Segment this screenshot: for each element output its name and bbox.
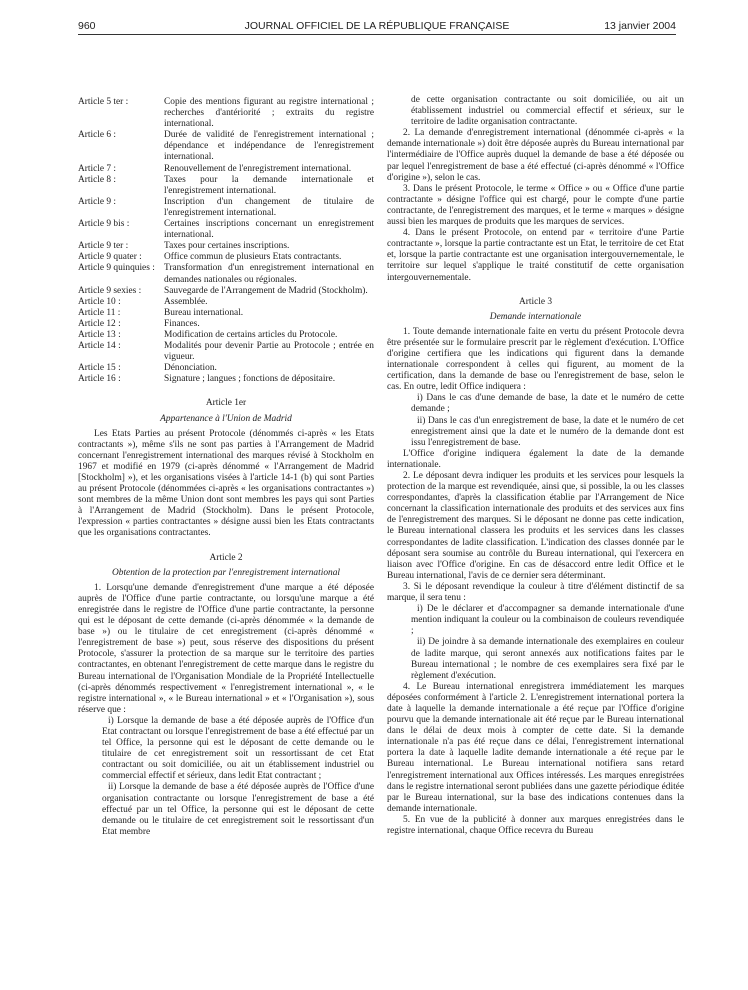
right-column	[387, 95, 684, 837]
toc-article-title: Inscription d'un changement de titulaire de l'enregistrement international.	[164, 196, 374, 218]
article-2-paragraph-2: 2. La demande d'enregistrement international (dénommée ci-après « la demande internationale ») doit être déposée auprès du Bureau international par l'intermédiaire de l'Office auprès duquel la demande de base a été déposée ou par lequel l'enregistrement de base a été effectué (ci-après dénommé « l'Office d'origine »), selon le cas.	[387, 128, 684, 183]
article-3-paragraph-4: 4. Le Bureau international enregistrera immédiatement les marques déposées conformément à l'article 2. L'enregistrement international portera la date à laquelle la demande internationale a été reçue par l'Office d'origine pourvu que la demande internationale ait été reçue par le Bureau international dans le délai de deux mois à compter de cette date. Si la demande internationale n'a pas été reçue dans ce délai, l'enregistrement international portera la date à laquelle ladite demande internationale a été reçue par le Bureau international. Le Bureau international notifiera sans retard l'enregistrement international aux Offices intéressés. Les marques enregistrées dans le registre international seront publiées dans une gazette périodique éditée par le Bureau international, sur la base des indications contenues dans la demande internationale.	[387, 681, 684, 814]
toc-article-label: Article 11 :	[78, 307, 121, 318]
article-2-item-ii: ii) Lorsque la demande de base a été déposée auprès de l'Office d'une organisation contractante ou lorsque l'enregistrement de base a été effectué par un tel Office, la personne qui est le déposant de cette demande ou le titulaire de cet enregistrement soit le ressortissant d'un Etat membre	[102, 782, 374, 837]
toc-row	[78, 341, 374, 363]
article-3-subtitle: Demande internationale	[489, 311, 582, 322]
toc-article-title: Dénonciation.	[164, 363, 217, 374]
article-2-paragraph-4: 4. Dans le présent Protocole, on entend par « territoire d'une Partie contractante », lorsque la partie contractante est un Etat, le territoire de cet Etat et, lorsque la partie contractante est une organisation intergouvernementale, le territoire sur lequel s'applique le traité constitutif de cette organisation intergouvernementale.	[387, 228, 684, 283]
toc-row	[78, 308, 374, 319]
toc-article-label: Article 15 :	[78, 363, 121, 374]
article-2-subtitle: Obtention de la protection par l'enregistrement international	[111, 567, 340, 578]
toc-article-title: Taxes pour certaines inscriptions.	[164, 241, 290, 252]
toc-row	[78, 263, 374, 285]
toc-article-title: Copie des mentions figurant au registre international ; recherches d'antériorité ; extraits du registre international.	[164, 97, 374, 130]
toc-article-label: Article 8 :	[78, 174, 117, 185]
article-3-paragraph-3-item-ii: ii) De joindre à sa demande internationale des exemplaires en couleur de ladite marque, qui seront annexés aux notifications faites par le Bureau international ; le nombre de ces exemplaires sera fixé par le règlement d'exécution.	[411, 637, 684, 681]
toc-article-label: Article 13 :	[78, 329, 121, 340]
toc-article-label: Article 10 :	[78, 296, 121, 307]
toc-row	[78, 241, 374, 252]
article-2-item-ii-continued: de cette organisation contractante ou soit domiciliée, ou ait un établissement industriel ou commercial effectif et sérieux, sur le territoire de ladite organisation contractante.	[411, 95, 684, 128]
article-3-paragraph-3: 3. Si le déposant revendique la couleur à titre d'élément distinctif de sa marque, il sera tenu :	[387, 581, 684, 604]
toc-row	[78, 197, 374, 219]
toc-row	[78, 130, 374, 163]
article-2-heading: Article 2	[209, 552, 243, 563]
toc-article-label: Article 9 sexies :	[78, 285, 142, 296]
article-3-paragraph-1: 1. Toute demande internationale faite en vertu du présent Protocole devra être présentée sur le formulaire prescrit par le règlement d'exécution. L'Office d'origine certifiera que les indications qui figurent dans la demande internationale correspondent à celles qui figurent, au moment de la certification, dans la demande de base ou l'enregistrement de base, selon le cas. En outre, ledit Office indiquera :	[387, 326, 684, 393]
toc-article-label: Article 12 :	[78, 318, 121, 329]
toc-article-label: Article 14 :	[78, 341, 121, 352]
article-1-subtitle: Appartenance à l'Union de Madrid	[160, 413, 292, 424]
toc-row	[78, 219, 374, 241]
article-3-heading: Article 3	[518, 296, 553, 307]
page-number: 960	[78, 20, 96, 32]
toc-article-label: Article 9 bis :	[78, 219, 130, 230]
toc-row	[78, 330, 374, 341]
header-rule	[78, 34, 676, 35]
toc-article-title: Assemblée.	[164, 296, 208, 307]
toc-row	[78, 175, 374, 197]
article-2-paragraph-1: 1. Lorsqu'une demande d'enregistrement d'une marque a été déposée auprès de l'Office d'une partie contractante, ou lorsqu'une marque a été enregistrée dans le registre de l'Office d'une partie contractante, la personne qui est le déposant de cette demande (ci-après dénommée « la demande de base ») ou le titulaire de cet enregistrement (ci-après dénommé « l'enregistrement de base ») peut, sous réserve des dispositions du présent Protocole, s'assurer la protection de sa marque sur le territoire des parties contractantes, en obtenant l'enregistrement de cette marque dans le registre du Bureau international de l'Organisation Mondiale de la Propriété Intellectuelle (ci-après dénommés respectivement « l'enregistrement international », « le registre international », « le Bureau international » et « l'Organisation »), sous réserve que :	[78, 582, 374, 715]
article-3-paragraph-2: 2. Le déposant devra indiquer les produits et les services pour lesquels la protection de la marque est revendiquée, ainsi que, si possible, la ou les classes correspondantes, d'après la classification établie par l'Arrangement de Nice concernant la classification internationale des produits et des services aux fins de l'enregistrement des marques. Si le déposant ne donne pas cette indication, le Bureau international classera les produits et les services dans les classes correspondantes de ladite classification. L'indication des classes donnée par le déposant sera soumise au contrôle du Bureau international, qui l'exercera en liaison avec l'Office d'origine. En cas de désaccord entre ledit Office et le Bureau international, l'avis de ce dernier sera déterminant.	[387, 471, 684, 581]
article-3-paragraph-1-item-i: i) Dans le cas d'une demande de base, la date et le numéro de cette demande ;	[411, 393, 684, 415]
toc-article-label: Article 9 quater :	[78, 252, 142, 263]
toc-article-label: Article 7 :	[78, 163, 117, 174]
toc-article-title: Office commun de plusieurs Etats contractants.	[164, 252, 342, 263]
toc-article-title: Durée de validité de l'enregistrement international ; dépendance et indépendance de l'enregistrement international.	[164, 130, 374, 163]
toc-article-title: Bureau international.	[164, 307, 244, 318]
toc-row	[78, 297, 374, 308]
toc-row	[78, 374, 374, 385]
article-2-paragraph-3: 3. Dans le présent Protocole, le terme « Office » ou « Office d'une partie contractante » désigne l'office qui est chargé, pour le compte d'une partie contractante, de l'enregistrement des marques, et le terme « marques » désigne aussi bien les marques de produits que les marques de services.	[387, 183, 684, 228]
article-2-item-i: i) Lorsque la demande de base a été déposée auprès de l'Office d'un Etat contractant ou lorsque l'enregistrement de base a été effectué par un tel Office, la personne qui est le déposant de cette demande ou le titulaire de cet enregistrement soit un ressortissant de cet Etat contractant ou soit domiciliée, ou ait un établissement industriel ou commercial effectif et sérieux, dans ledit Etat contractant ;	[102, 715, 374, 782]
toc-row	[78, 164, 374, 175]
toc-article-title: Modalités pour devenir Partie au Protocole ; entrée en vigueur.	[164, 341, 374, 363]
page-header	[78, 20, 676, 36]
toc-row	[78, 319, 374, 330]
toc-article-title: Certaines inscriptions concernant un enregistrement international.	[164, 219, 374, 241]
article-3-paragraph-3-item-i: i) De le déclarer et d'accompagner sa demande internationale d'une mention indiquant la couleur ou la combinaison de couleurs revendiquée ;	[411, 604, 684, 637]
toc-article-title: Modification de certains articles du Protocole.	[164, 329, 338, 340]
toc-article-title: Sauvegarde de l'Arrangement de Madrid (Stockholm).	[164, 285, 368, 296]
toc-row	[78, 286, 374, 297]
toc-row	[78, 252, 374, 263]
toc-row	[78, 97, 374, 130]
article-1-heading: Article 1er	[205, 398, 247, 409]
toc-article-title: Taxes pour la demande internationale et l'enregistrement international.	[164, 174, 374, 196]
toc-article-title: Finances.	[164, 318, 200, 329]
article-3-paragraph-1-end: L'Office d'origine indiquera également la date de la demande internationale.	[387, 448, 684, 470]
table-of-contents	[78, 97, 374, 385]
issue-date: 13 janvier 2004	[604, 20, 676, 32]
article-3-paragraph-5: 5. En vue de la publicité à donner aux marques enregistrées dans le registre international, chaque Office recevra du Bureau	[387, 814, 684, 836]
toc-article-title: Renouvellement de l'enregistrement international.	[164, 163, 352, 174]
toc-article-label: Article 16 :	[78, 374, 121, 385]
toc-row	[78, 363, 374, 374]
toc-article-label: Article 9 ter :	[78, 241, 129, 252]
article-3-paragraph-1-item-ii: ii) Dans le cas d'un enregistrement de base, la date et le numéro de cet enregistrement ainsi que la date et le numéro de la demande dont est issu l'enregistrement de base.	[411, 415, 684, 448]
toc-article-label: Article 9 :	[78, 196, 117, 207]
journal-title: JOURNAL OFFICIEL DE LA RÉPUBLIQUE FRANÇAISE	[244, 20, 510, 32]
toc-article-label: Article 6 :	[78, 130, 117, 141]
toc-article-title: Signature ; langues ; fonctions de dépositaire.	[164, 374, 336, 385]
toc-article-label: Article 9 quinquies :	[78, 263, 155, 274]
toc-article-label: Article 5 ter :	[78, 97, 129, 107]
article-1-body: Les Etats Parties au présent Protocole (dénommés ci-après « les Etats contractants »), même s'ils ne sont pas parties à l'Arrangement de Madrid concernant l'enregistrement international des marques révisé à Stockholm en 1967 et modifié en 1979 (ci-après dénommé « l'Arrangement de Madrid [Stockholm] »), et les organisations visées à l'article 14-1 (b) qui sont Parties au présent Protocole (dénommées ci-après « les organisations contractantes ») sont membres de la même Union dont sont membres les pays qui sont Parties à l'Arrangement de Madrid (Stockholm). Dans le présent Protocole, l'expression « parties contractantes » désigne aussi bien les Etats contractants que les organisations contractantes.	[78, 428, 374, 539]
toc-article-title: Transformation d'un enregistrement international en demandes nationales ou régionales.	[164, 263, 374, 285]
left-column	[78, 97, 374, 838]
